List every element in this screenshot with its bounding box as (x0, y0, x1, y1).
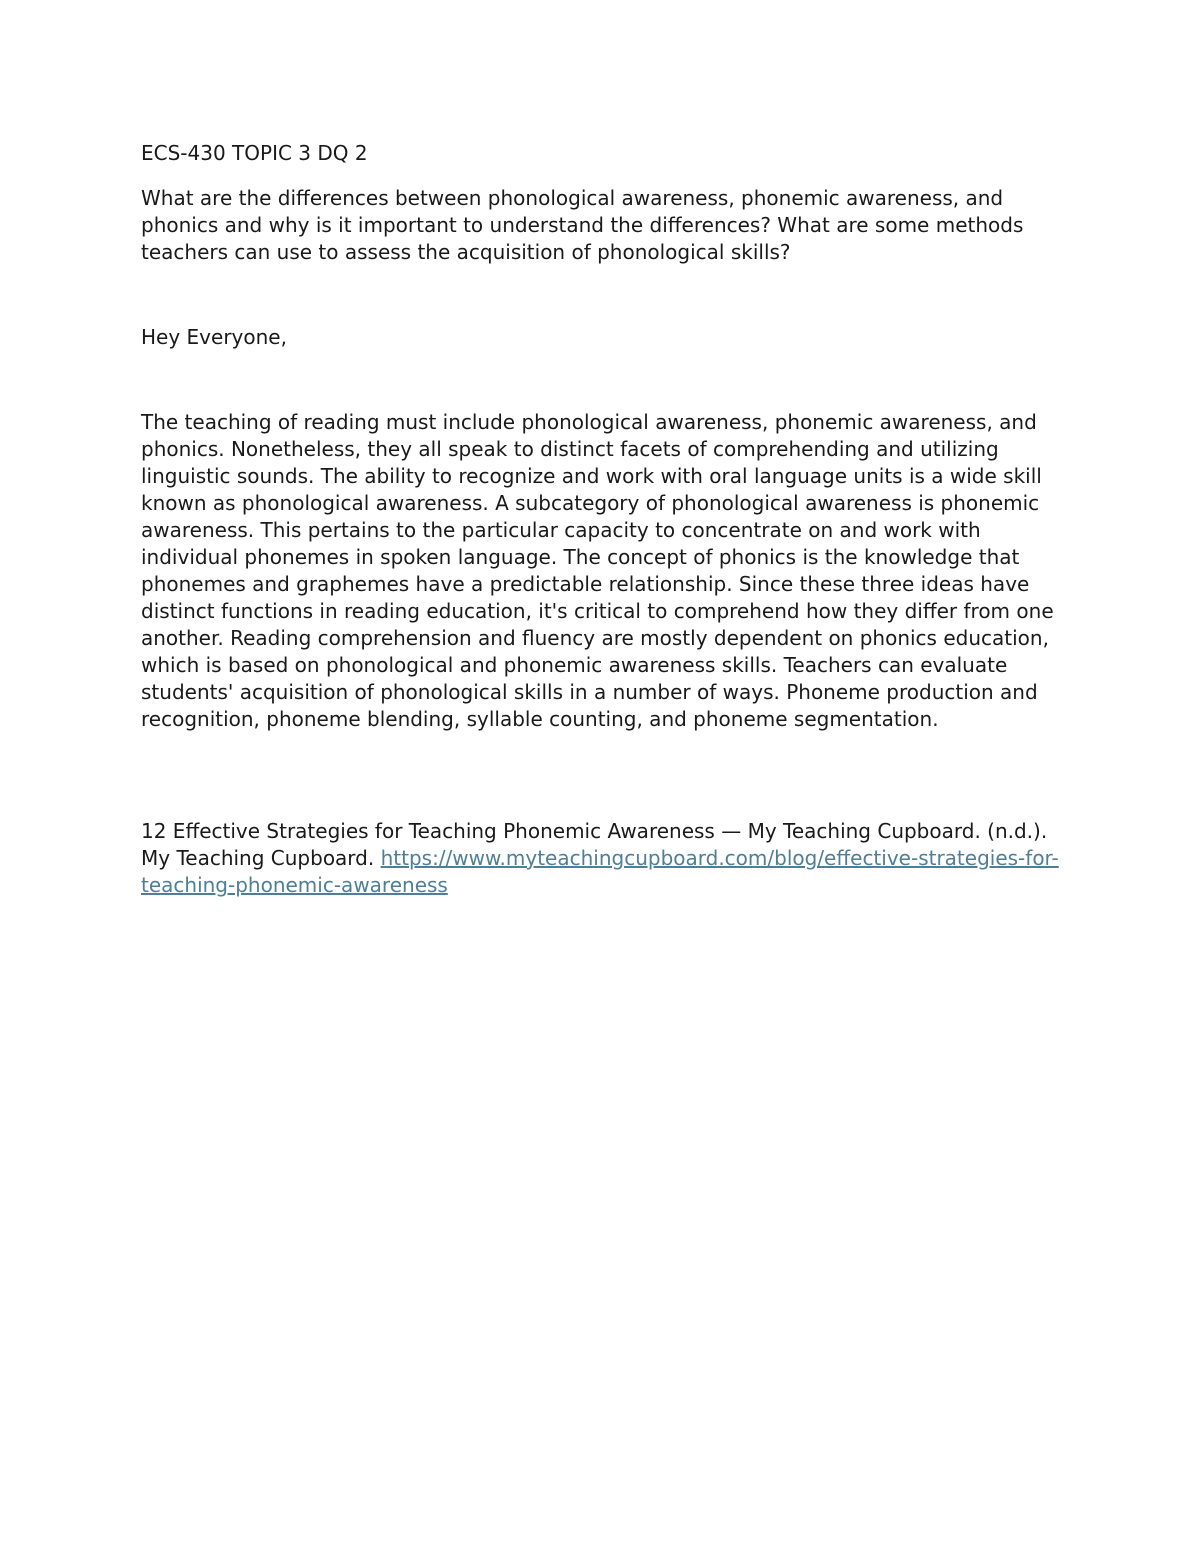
document-content (141, 140, 1061, 899)
discussion-prompt: What are the differences between phonological awareness, phonemic awareness, and phonics and why is it important to understand the differences? What are some methods teachers can use to assess the acquisition of phonological skills? (141, 186, 1024, 264)
reference-link[interactable]: https://www.myteachingcupboard.com/blog/effective-strategies-for-teaching-phonemic-awareness (141, 846, 1059, 897)
greeting: Hey Everyone, (141, 325, 287, 349)
reference-citation: 12 Effective Strategies for Teaching Phonemic Awareness — My Teaching Cupboard. (n.d.). My Teaching Cupboard. (141, 819, 1048, 870)
document-title: ECS-430 TOPIC 3 DQ 2 (141, 141, 368, 165)
response-body: The teaching of reading must include phonological awareness, phonemic awareness, and phonics. Nonetheless, they all speak to distinct facets of comprehending and utilizing linguistic sounds. The ability to recognize and work with oral language units is a wide skill known as phonological awareness. A subcategory of phonological awareness is phonemic awareness. This pertains to the particular capacity to concentrate on and work with individual phonemes in spoken language. The concept of phonics is the knowledge that phonemes and graphemes have a predictable relationship. Since these three ideas have distinct functions in reading education, it's critical to comprehend how they differ from one another. Reading comprehension and fluency are mostly dependent on phonics education, which is based on phonological and phonemic awareness skills. Teachers can evaluate students' acquisition of phonological skills in a number of ways. Phoneme production and recognition, phoneme blending, syllable counting, and phoneme segmentation. (141, 410, 1054, 731)
reference-entry (141, 818, 1061, 899)
